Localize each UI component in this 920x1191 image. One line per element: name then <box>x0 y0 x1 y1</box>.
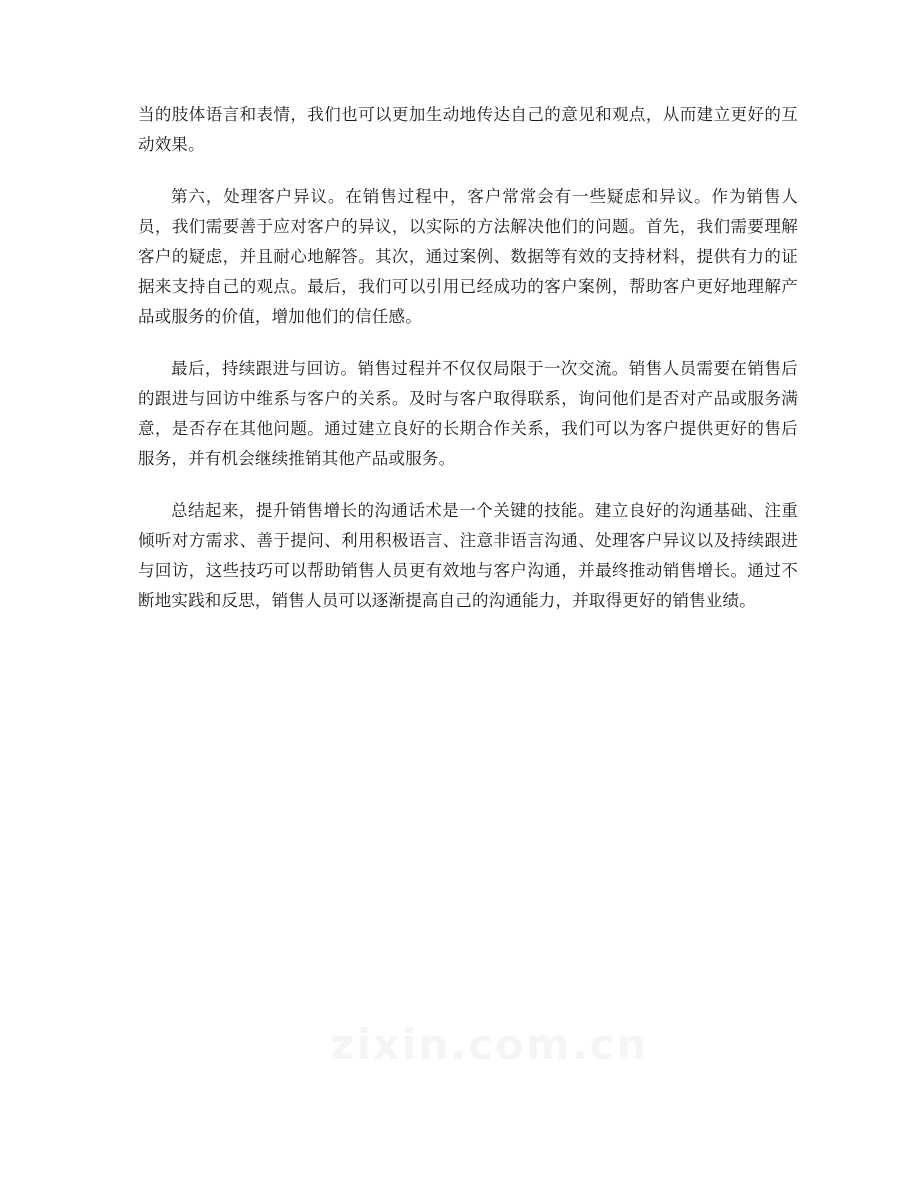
paragraph-handle-objections: 第六，处理客户异议。在销售过程中，客户常常会有一些疑虑和异议。作为销售人员，我们需要善于应对客户的异议，以实际的方法解决他们的问题。首先，我们需要理解客户的疑虑，并且耐心地解答。其次，通过案例、数据等有效的支持材料，提供有力的证据来支持自己的观点。最后，我们可以引用已经成功的客户案例，帮助客户更好地理解产品或服务的价值，增加他们的信任感。 <box>138 187 798 326</box>
watermark-text: zixin.com.cn <box>330 1020 649 1069</box>
paragraph-continuation: 当的肢体语言和表情，我们也可以更加生动地传达自己的意见和观点，从而建立更好的互动效果。 <box>138 105 798 154</box>
document-body <box>138 100 798 638</box>
paragraph-follow-up: 最后，持续跟进与回访。销售过程并不仅仅局限于一次交流。销售人员需要在销售后的跟进与回访中维系与客户的关系。及时与客户取得联系，询问他们是否对产品或服务满意，是否存在其他问题。通过建立良好的长期合作关系，我们可以为客户提供更好的售后服务，并有机会继续推销其他产品或服务。 <box>138 359 798 468</box>
paragraph-summary: 总结起来，提升销售增长的沟通话术是一个关键的技能。建立良好的沟通基础、注重倾听对方需求、善于提问、利用积极语言、注意非语言沟通、处理客户异议以及持续跟进与回访，这些技巧可以帮助销售人员更有效地与客户沟通，并最终推动销售增长。通过不断地实践和反思，销售人员可以逐渐提高自己的沟通能力，并取得更好的销售业绩。 <box>138 501 798 610</box>
